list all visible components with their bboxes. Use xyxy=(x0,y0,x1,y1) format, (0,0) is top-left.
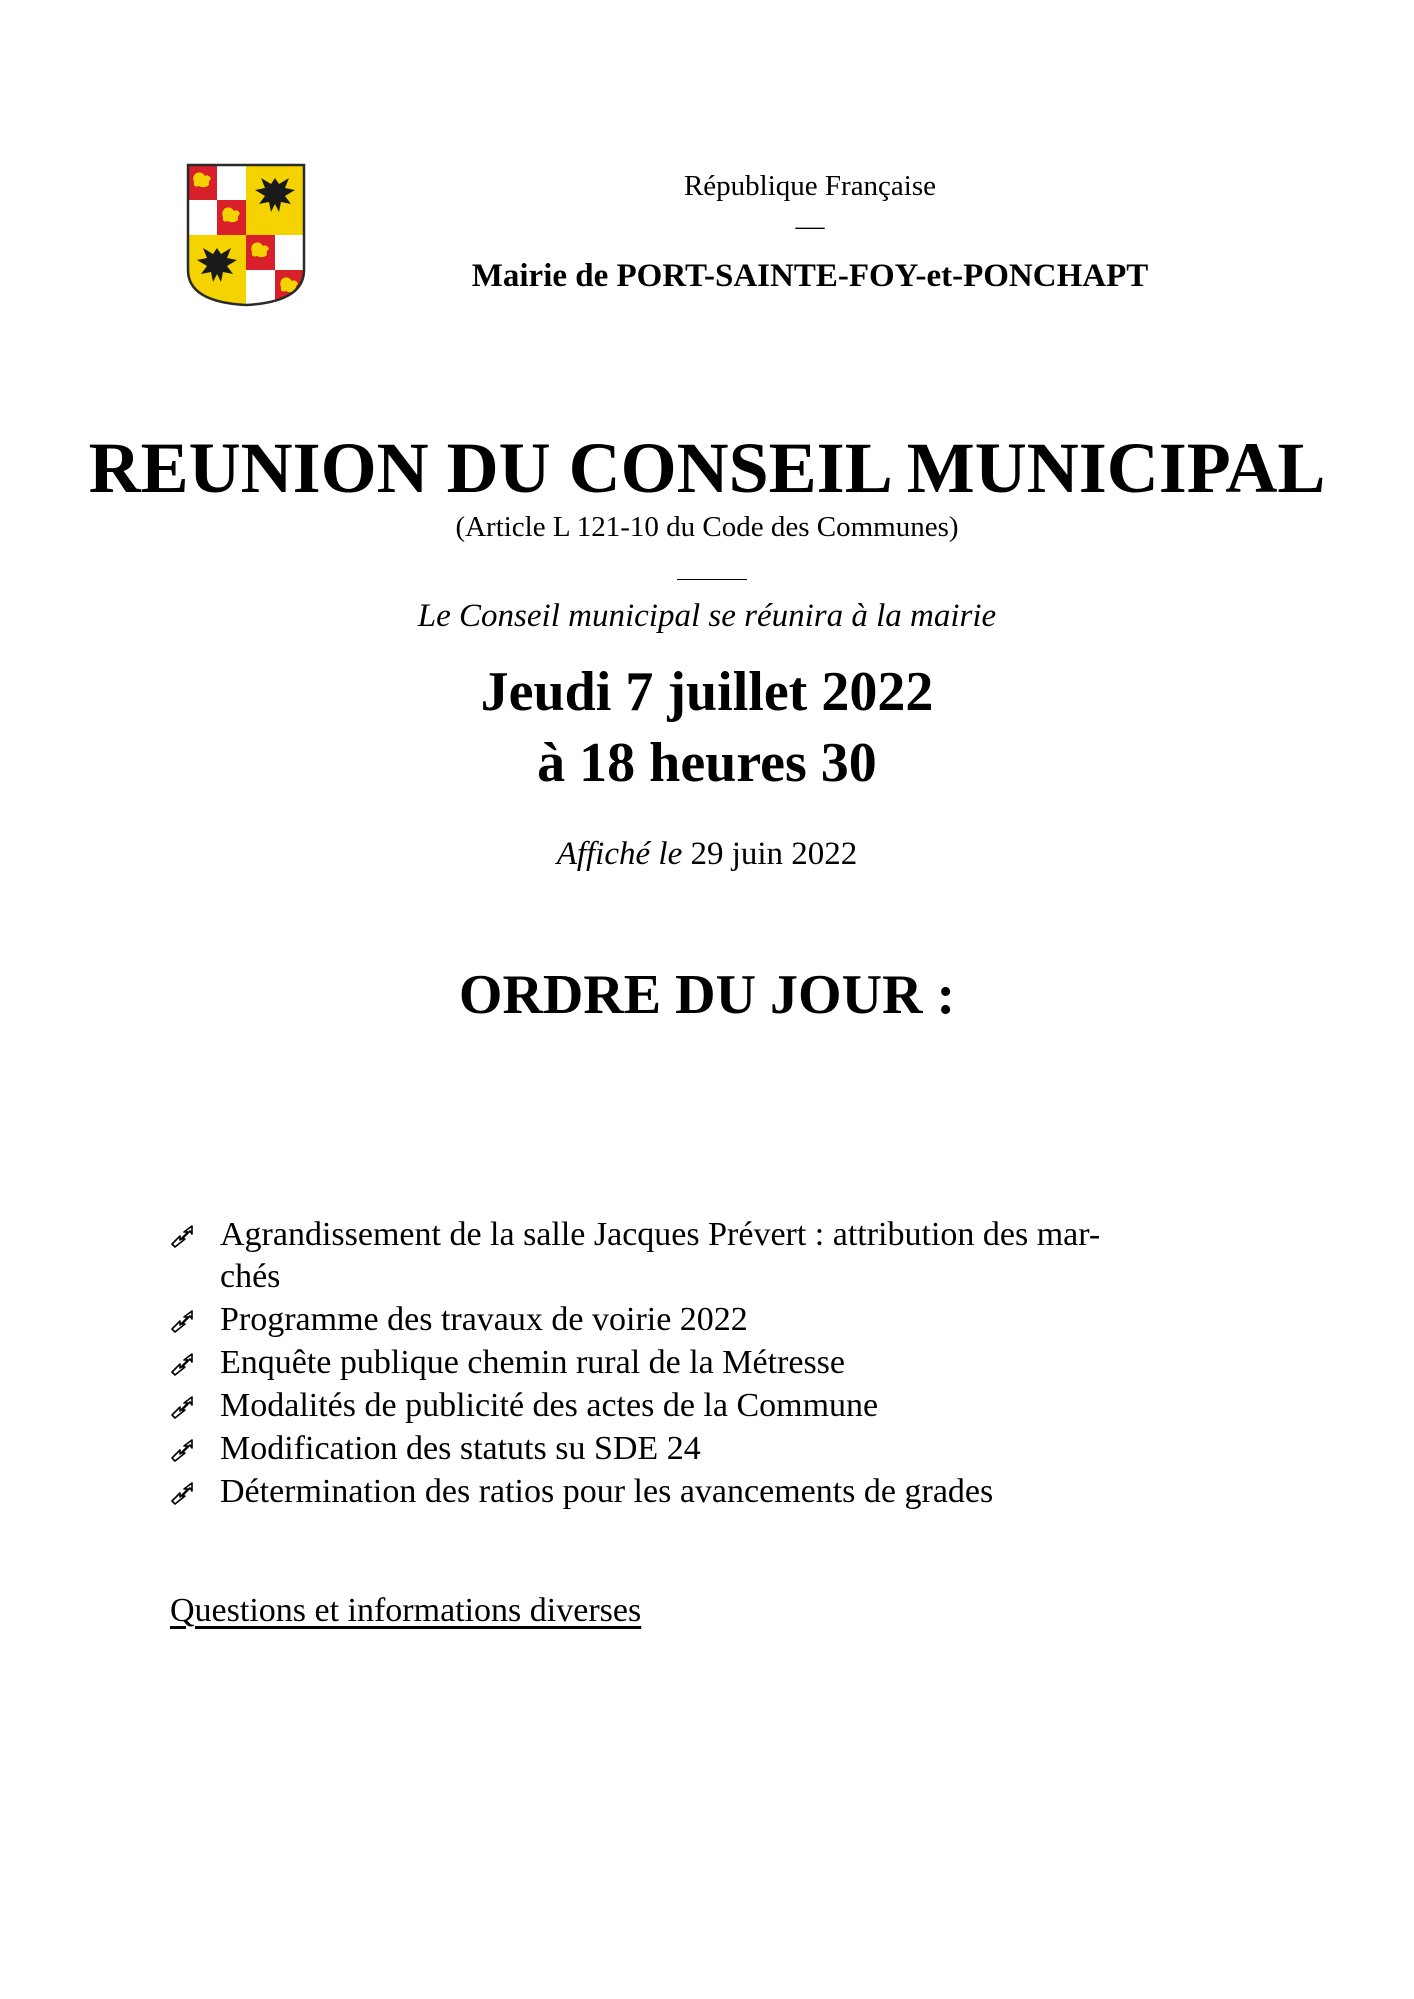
hand-arrow-icon xyxy=(170,1395,198,1419)
article-reference: (Article L 121-10 du Code des Communes) xyxy=(455,511,959,543)
agenda-item-text: Agrandissement de la salle Jacques Prévert : attribution des mar- xyxy=(220,1216,1101,1253)
meeting-time: à 18 heures 30 xyxy=(537,732,877,794)
page-title: REUNION DU CONSEIL MUNICIPAL xyxy=(88,428,1326,508)
agenda-item xyxy=(170,1428,1260,1470)
agenda-item xyxy=(170,1385,1260,1427)
header xyxy=(380,168,1240,296)
posted-notice xyxy=(0,834,1414,874)
agenda-item-text-continued: chés xyxy=(220,1258,281,1295)
agenda-item-text: Détermination des ratios pour les avancements de grades xyxy=(220,1473,994,1510)
agenda-item-text: Modification des statuts su SDE 24 xyxy=(220,1430,701,1467)
header-separator: — xyxy=(795,210,825,242)
agenda-item xyxy=(170,1214,1260,1298)
mairie-name: Mairie de PORT-SAINTE-FOY-et-PONCHAPT xyxy=(471,258,1149,294)
agenda-item-text: Enquête publique chemin rural de la Métresse xyxy=(220,1344,845,1381)
convocation-text: Le Conseil municipal se réunira à la mairie xyxy=(417,598,997,634)
hand-arrow-icon xyxy=(170,1481,198,1505)
agenda-item-text: Modalités de publicité des actes de la Commune xyxy=(220,1387,879,1424)
hand-arrow-icon xyxy=(170,1352,198,1376)
hand-arrow-icon xyxy=(170,1438,198,1462)
posted-label: Affiché le xyxy=(556,836,683,872)
posted-date: 29 juin 2022 xyxy=(690,836,858,872)
agenda-item-text: Programme des travaux de voirie 2022 xyxy=(220,1301,748,1338)
agenda-title: ORDRE DU JOUR : xyxy=(458,964,956,1026)
agenda-item xyxy=(170,1299,1260,1341)
hand-arrow-icon xyxy=(170,1309,198,1333)
divider xyxy=(677,579,747,580)
republic-label: République Française xyxy=(683,170,937,202)
coat-of-arms-icon xyxy=(185,162,307,308)
meeting-date: Jeudi 7 juillet 2022 xyxy=(480,661,934,723)
misc-questions: Questions et informations diverses xyxy=(170,1592,642,1629)
agenda-list xyxy=(170,1214,1260,1514)
agenda-item xyxy=(170,1342,1260,1384)
hand-arrow-icon xyxy=(170,1224,198,1248)
agenda-item xyxy=(170,1471,1260,1513)
